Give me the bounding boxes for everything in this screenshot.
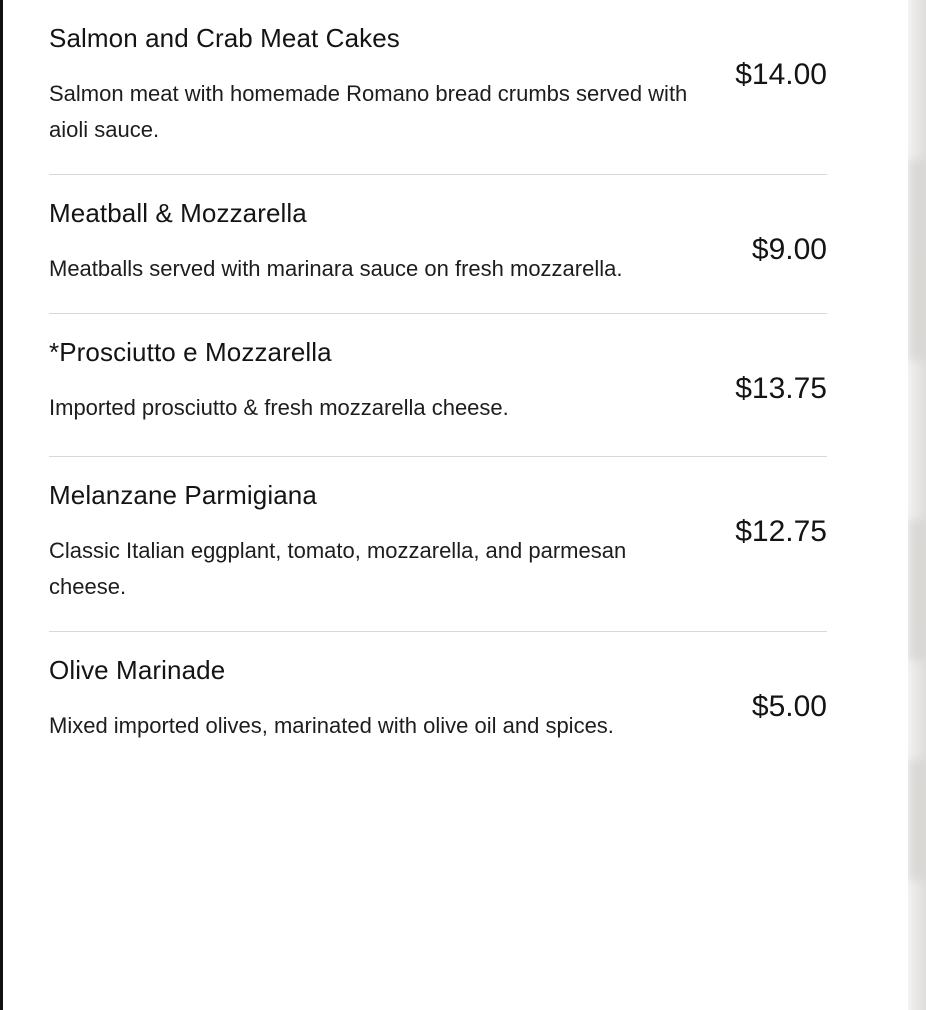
- page-edge-strip: [908, 0, 926, 1010]
- menu-item-price: $5.00: [751, 690, 827, 723]
- menu-item-description: Classic Italian eggplant, tomato, mozzarella, and parmesan cheese.: [49, 538, 627, 599]
- menu-item-price: $14.00: [735, 58, 827, 91]
- menu-item-name: *Prosciutto e Mozzarella: [49, 337, 332, 367]
- menu-item-price: $13.75: [735, 372, 827, 405]
- menu-item-description: Meatballs served with marinara sauce on fresh mozzarella.: [49, 256, 623, 281]
- menu-item-name: Melanzane Parmigiana: [49, 480, 317, 510]
- menu-item-description: Salmon meat with homemade Romano bread crumbs served with aioli sauce.: [49, 81, 688, 142]
- menu-item-name: Olive Marinade: [49, 655, 226, 685]
- menu-item-name: Salmon and Crab Meat Cakes: [49, 23, 400, 53]
- menu-item: [49, 314, 827, 457]
- menu-item-description: Imported prosciutto & fresh mozzarella cheese.: [49, 395, 509, 420]
- menu-item: [49, 632, 827, 744]
- menu-item-name: Meatball & Mozzarella: [49, 198, 307, 228]
- menu-item-price: $9.00: [751, 233, 827, 266]
- menu-item-price: $12.75: [735, 515, 827, 548]
- menu-item-list: [49, 0, 827, 744]
- menu-item: [49, 175, 827, 314]
- menu-item-description: Mixed imported olives, marinated with olive oil and spices.: [49, 713, 614, 738]
- menu-item: [49, 457, 827, 632]
- menu-item: [49, 0, 827, 175]
